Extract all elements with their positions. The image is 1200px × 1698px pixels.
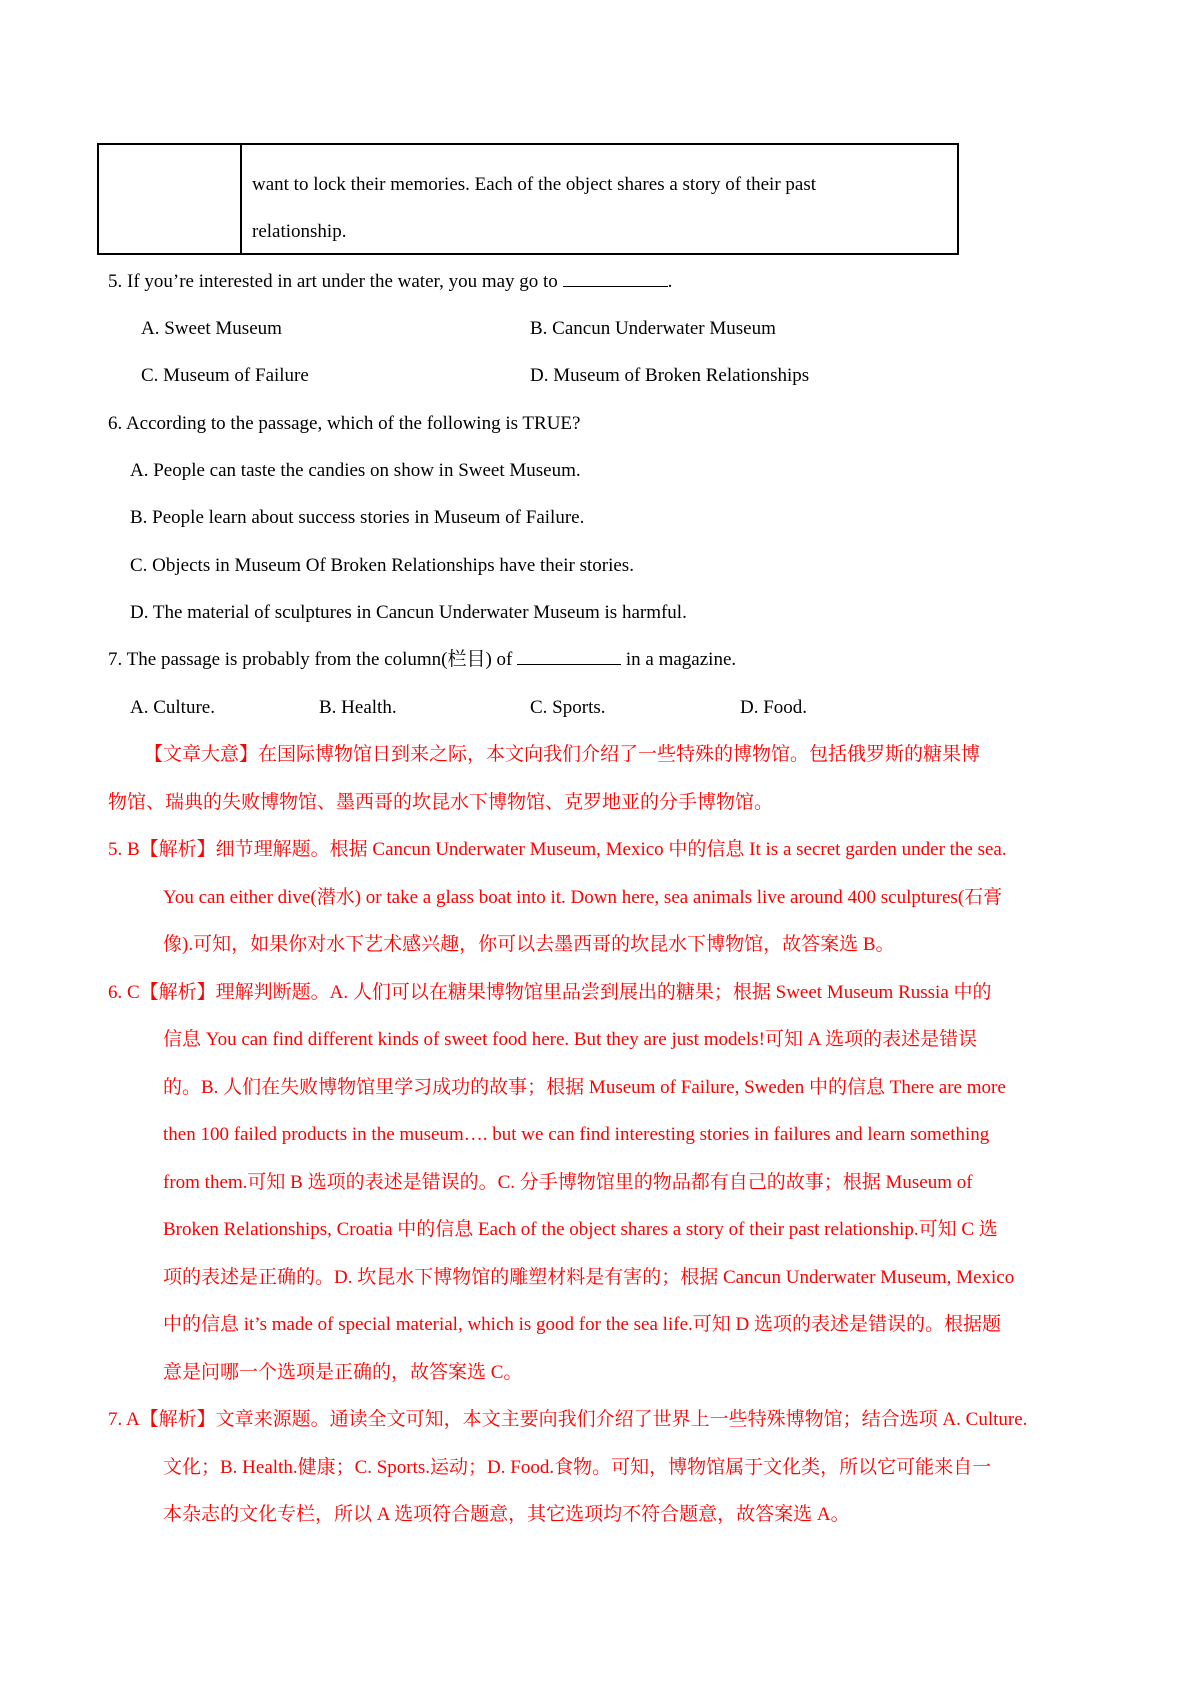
analysis-6-line: 意是问哪一个选项是正确的，故答案选 C。	[163, 1362, 523, 1383]
table-content-cell	[242, 145, 957, 253]
q5-option-a: A. Sweet Museum	[141, 318, 282, 339]
q7-option-a: A. Culture.	[130, 697, 215, 718]
question-5-text: 5. If you’re interested in art under the water, you may go to	[108, 271, 563, 292]
analysis-7-line: 7. A【解析】文章来源题。通读全文可知，本文主要向我们介绍了世界上一些特殊博物馆；结合选项 A. Culture.	[108, 1409, 1028, 1430]
q5-option-c: C. Museum of Failure	[141, 365, 309, 386]
question-5-text-end: .	[667, 271, 673, 292]
analysis-6-line: 6. C【解析】理解判断题。A. 人们可以在糖果博物馆里品尝到展出的糖果；根据 Sweet Museum Russia 中的	[108, 982, 992, 1003]
q7-option-b: B. Health.	[319, 697, 397, 718]
analysis-6-line: 项的表述是正确的。D. 坎昆水下博物馆的雕塑材料是有害的；根据 Cancun Underwater Museum, Mexico	[163, 1267, 1015, 1288]
q7-option-c: C. Sports.	[530, 697, 606, 718]
q6-option-b: B. People learn about success stories in Museum of Failure.	[130, 507, 585, 528]
table-text-line: want to lock their memories. Each of the object shares a story of their past	[252, 174, 817, 195]
table-label-cell	[99, 145, 242, 253]
analysis-6-line: from them.可知 B 选项的表述是错误的。C. 分手博物馆里的物品都有自己的故事；根据 Museum of	[163, 1172, 973, 1193]
question-7-text-end: in a magazine.	[621, 649, 737, 670]
q6-option-c: C. Objects in Museum Of Broken Relationships have their stories.	[130, 555, 634, 576]
analysis-6-line: 中的信息 it’s made of special material, which is good for the sea life.可知 D 选项的表述是错误的。根据题	[163, 1314, 1001, 1335]
q7-option-d: D. Food.	[740, 697, 808, 718]
question-6-stem: 6. According to the passage, which of the following is TRUE?	[108, 413, 581, 434]
q5-option-b: B. Cancun Underwater Museum	[530, 318, 776, 339]
analysis-5-line: 像).可知，如果你对水下艺术感兴趣，你可以去墨西哥的坎昆水下博物馆，故答案选 B。	[163, 934, 895, 955]
analysis-7-line: 本杂志的文化专栏，所以 A 选项符合题意，其它选项均不符合题意，故答案选 A。	[163, 1504, 850, 1525]
analysis-6-line: 信息 You can find different kinds of sweet food here. But they are just models!可知 A 选项的表述是错误	[163, 1029, 978, 1050]
q6-option-d: D. The material of sculptures in Cancun Underwater Museum is harmful.	[130, 602, 687, 623]
answer-blank	[517, 648, 621, 665]
summary-line: 物馆、瑞典的失败博物馆、墨西哥的坎昆水下博物馆、克罗地亚的分手博物馆。	[108, 792, 774, 813]
analysis-6-line: Broken Relationships, Croatia 中的信息 Each of the object shares a story of their past relationship.可知 C 选	[163, 1219, 998, 1240]
analysis-7-line: 文化；B. Health.健康；C. Sports.运动；D. Food.食物。可知，博物馆属于文化类，所以它可能来自一	[163, 1457, 992, 1478]
analysis-6-line: 的。B. 人们在失败博物馆里学习成功的故事；根据 Museum of Failure, Sweden 中的信息 There are more	[163, 1077, 1006, 1098]
question-5-stem	[108, 270, 672, 294]
museum-table-continuation	[97, 143, 959, 255]
table-text-line: relationship.	[252, 221, 347, 242]
answer-blank	[563, 270, 668, 287]
q6-option-a: A. People can taste the candies on show in Sweet Museum.	[130, 460, 581, 481]
summary-line: 【文章大意】在国际博物馆日到来之际，本文向我们介绍了一些特殊的博物馆。包括俄罗斯的糖果博	[144, 744, 981, 765]
question-7-text: 7. The passage is probably from the column(栏目) of	[108, 649, 518, 670]
question-7-stem	[108, 648, 736, 672]
analysis-5-line: 5. B【解析】细节理解题。根据 Cancun Underwater Museum, Mexico 中的信息 It is a secret garden under the sea.	[108, 839, 1007, 860]
q5-option-d: D. Museum of Broken Relationships	[530, 365, 810, 386]
analysis-6-line: then 100 failed products in the museum…. but we can find interesting stories in failures and learn something	[163, 1124, 990, 1145]
analysis-5-line: You can either dive(潜水) or take a glass boat into it. Down here, sea animals live around 400 sculptures(石膏	[163, 887, 1003, 908]
